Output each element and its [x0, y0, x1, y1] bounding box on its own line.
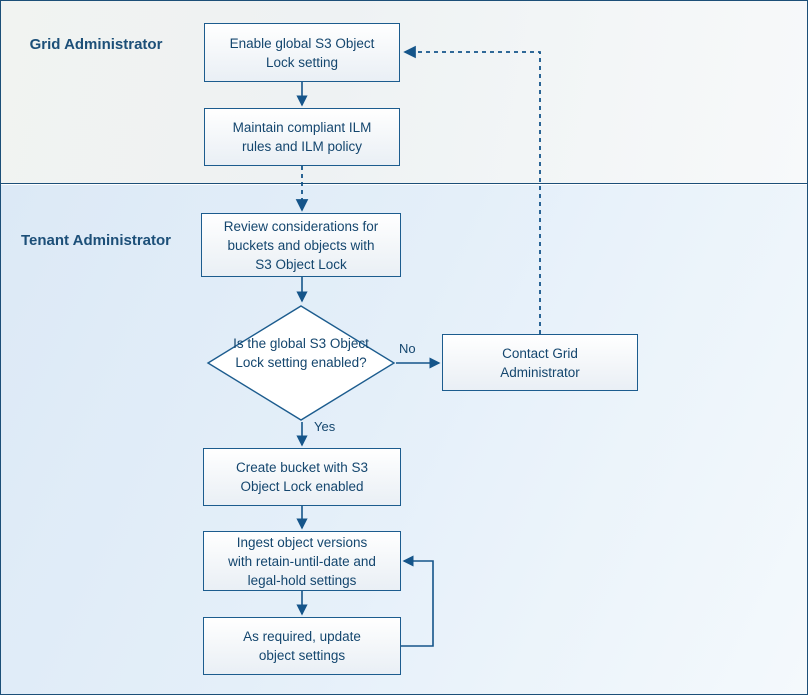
node-maintain-compliant-ilm-rules[interactable]	[204, 108, 400, 166]
node-line: legal-hold settings	[247, 572, 357, 588]
node-ingest-object-versions[interactable]	[203, 531, 401, 591]
node-update-object-settings[interactable]	[203, 617, 401, 675]
edge-label-no: No	[399, 341, 416, 356]
node-contact-grid-administrator[interactable]	[442, 334, 638, 391]
swimlane-label-line2: Administrator	[72, 232, 172, 249]
node-line: Enable global S3 Object	[229, 35, 375, 51]
swimlane-grid-administrator	[1, 1, 807, 184]
node-line: Administrator	[500, 364, 580, 380]
decision-label	[228, 334, 374, 372]
node-line: Lock setting	[265, 54, 339, 70]
swimlane-label-tenant-administrator	[11, 231, 181, 250]
node-line: S3 Object Lock	[255, 256, 347, 272]
swimlane-label-line1: Grid	[29, 36, 61, 53]
node-decision-is-global-s3-object-lock-enabled[interactable]	[206, 304, 396, 422]
node-line: enabled?	[311, 355, 367, 370]
node-enable-global-s3-object-lock-setting[interactable]	[204, 23, 400, 82]
node-create-bucket-with-s3-object-lock[interactable]	[203, 448, 401, 506]
swimlane-label-grid-administrator	[11, 35, 181, 54]
swimlane-tenant-administrator	[1, 185, 807, 694]
node-line: rules and ILM policy	[241, 139, 363, 154]
node-line: Is the global S3	[233, 336, 327, 351]
node-line: Object Lock enabled	[240, 479, 364, 494]
node-line: object settings	[258, 648, 346, 663]
node-line: with retain-until-date and	[228, 553, 376, 569]
node-line: buckets and objects with	[227, 237, 375, 253]
swimlane-label-line1: Tenant	[20, 232, 70, 249]
node-line: Ingest object versions	[236, 534, 368, 550]
node-review-considerations[interactable]	[201, 213, 401, 277]
node-line: Create bucket with S3	[235, 460, 369, 475]
node-line: Contact Grid	[502, 345, 578, 361]
node-line: Object Lock setting	[235, 336, 369, 370]
edge-label-yes: Yes	[314, 419, 336, 434]
swimlane-label-line2: Administrator	[64, 36, 163, 53]
node-line: Maintain compliant ILM	[232, 120, 372, 135]
node-line: Review considerations for	[223, 218, 379, 234]
node-line: As required, update	[243, 629, 361, 644]
